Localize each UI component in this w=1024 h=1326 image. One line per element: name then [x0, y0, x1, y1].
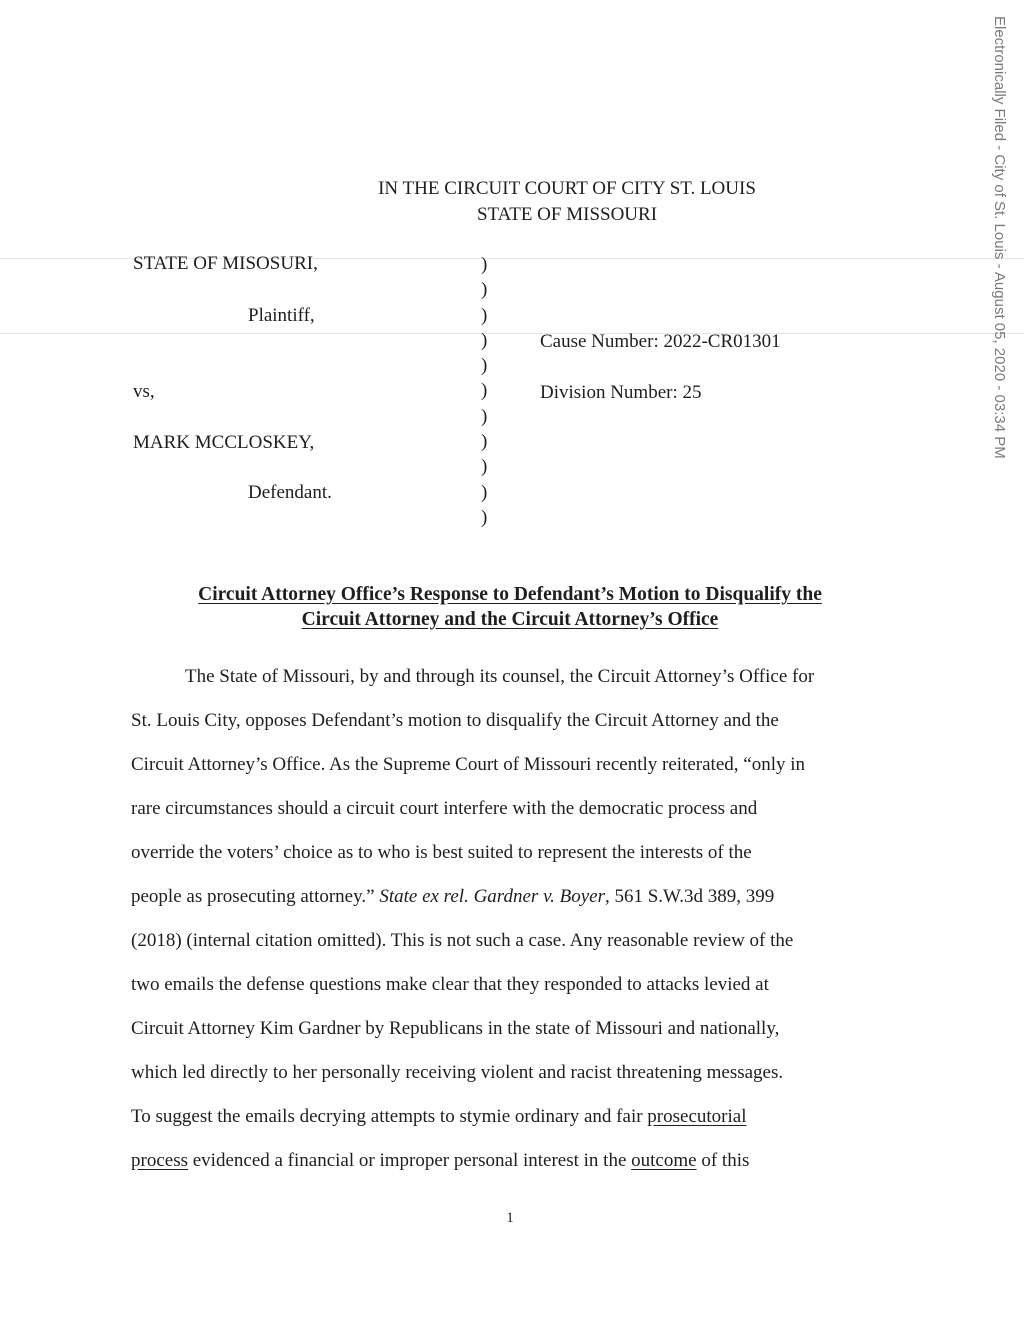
body-line [131, 1139, 901, 1183]
paren: ) [481, 431, 488, 453]
body-line: Circuit Attorney Kim Gardner by Republicans in the state of Missouri and nationally, [131, 1018, 780, 1039]
body-paragraph [131, 655, 901, 1183]
underlined-term: process [131, 1150, 188, 1171]
paren: ) [481, 279, 488, 301]
defendant-role: Defendant. [248, 482, 332, 503]
document-title [120, 582, 900, 632]
body-line: override the voters’ choice as to who is best suited to represent the interests of the [131, 842, 752, 863]
body-line: which led directly to her personally receiving violent and racist threatening messages. [131, 1062, 784, 1083]
case-citation: State ex rel. Gardner v. Boyer [379, 886, 605, 907]
defendant-name: MARK MCCLOSKEY, [133, 432, 315, 453]
efiling-stamp: Electronically Filed - City of St. Louis - August 05, 2020 - 03:34 PM [991, 16, 1008, 459]
paren: ) [481, 506, 488, 528]
body-line: two emails the defense questions make clear that they responded to attacks levied at [131, 974, 769, 995]
body-line: St. Louis City, opposes Defendant’s motion to disqualify the Circuit Attorney and the [131, 710, 779, 731]
body-line [131, 1095, 901, 1139]
plaintiff-name: STATE OF MISOSURI, [133, 253, 318, 274]
body-text: , 561 S.W.3d 389, 399 [604, 886, 775, 907]
body-line: (2018) (internal citation omitted). This is not such a case. Any reasonable review of the [131, 930, 794, 951]
body-line: Circuit Attorney’s Office. As the Supreme Court of Missouri recently reiterated, “only in [131, 754, 805, 775]
cause-number: Cause Number: 2022-CR01301 [540, 331, 781, 352]
body-text: evidenced a financial or improper personal interest in the [187, 1150, 632, 1171]
body-text: To suggest the emails decrying attempts to stymie ordinary and fair [131, 1106, 648, 1127]
versus: vs, [133, 381, 155, 402]
body-text: people as prosecuting attorney.” [131, 886, 380, 907]
court-name: IN THE CIRCUIT COURT OF CITY ST. LOUIS [378, 178, 756, 199]
title-line: Circuit Attorney Office’s Response to Defendant’s Motion to Disqualify the [198, 584, 822, 605]
court-state: STATE OF MISSOURI [476, 204, 658, 225]
title-line: Circuit Attorney and the Circuit Attorney’s Office [301, 609, 719, 630]
paren: ) [481, 355, 488, 377]
body-line: The State of Missouri, by and through its counsel, the Circuit Attorney’s Office for [185, 666, 815, 687]
paren: ) [481, 304, 488, 326]
paren: ) [481, 456, 488, 478]
page-number: 1 [506, 1210, 514, 1226]
paren: ) [481, 329, 488, 351]
body-line [131, 875, 901, 919]
court-heading [0, 176, 1024, 228]
paren: ) [481, 380, 488, 402]
paren: ) [481, 405, 488, 427]
body-line: rare circumstances should a circuit court interfere with the democratic process and [131, 798, 758, 819]
underlined-term: prosecutorial [647, 1106, 747, 1127]
underlined-term: outcome [631, 1150, 697, 1171]
scan-line [0, 333, 1024, 334]
body-text: of this [696, 1150, 750, 1171]
caption-paren-column [481, 252, 487, 530]
division-number: Division Number: 25 [540, 382, 702, 403]
plaintiff-role: Plaintiff, [248, 305, 315, 326]
paren: ) [481, 481, 488, 503]
paren: ) [481, 254, 488, 275]
